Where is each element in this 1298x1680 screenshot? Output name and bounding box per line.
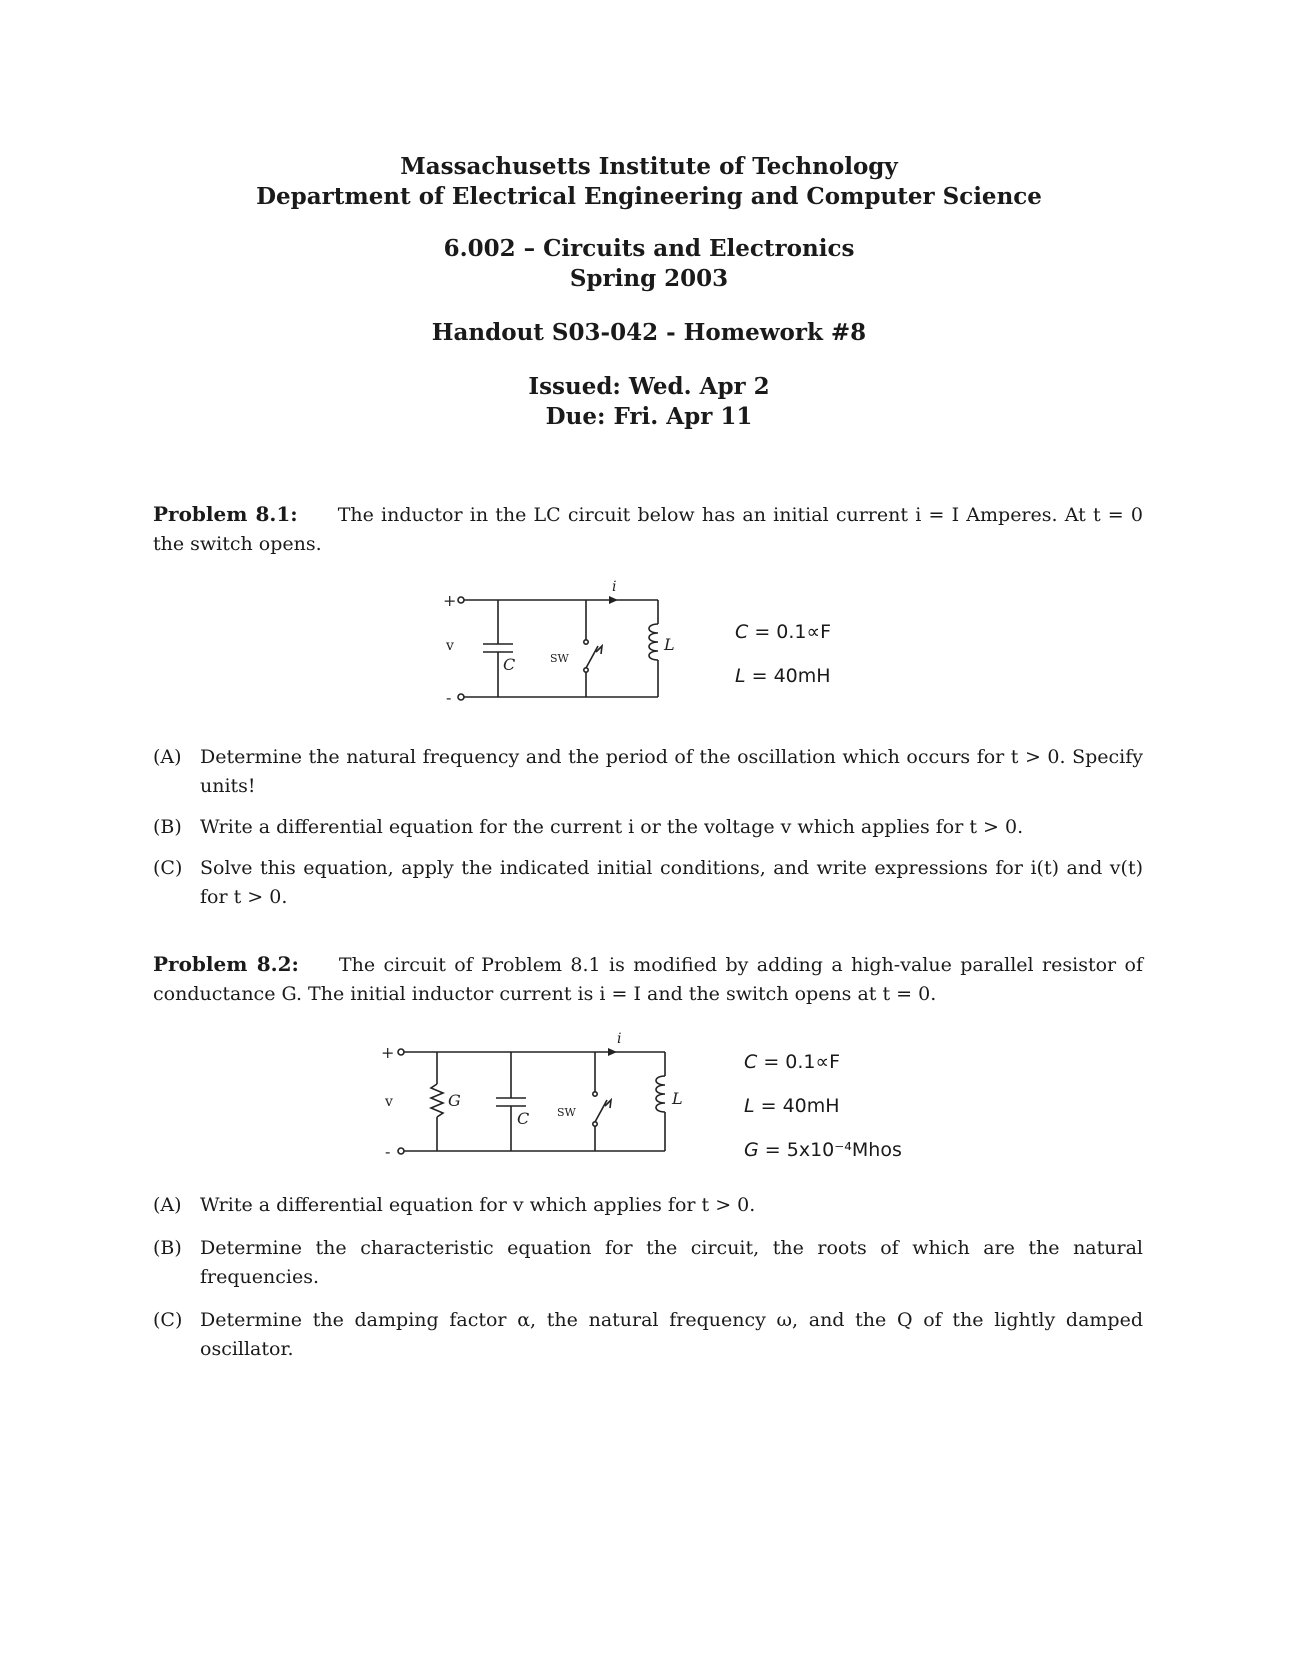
problem-1-part-c: (C) Solve this equation, apply the indicated initial conditions, and write expressions for i(t) and v(t) for t > 0.	[153, 857, 1143, 908]
bottom-terminal	[458, 694, 464, 700]
rlc-circuit-svg	[377, 1030, 697, 1164]
problem-2-part-c: (C) Determine the damping factor α, the natural frequency ω, and the Q of the lightly damped oscillator.	[153, 1309, 1143, 1360]
switch-label: SW	[550, 652, 569, 665]
problem-1-part-a: (A) Determine the natural frequency and the period of the oscillation which occurs for t > 0. Specify units!	[153, 746, 1143, 797]
current-label: i	[617, 1031, 622, 1047]
switch-contact-top	[593, 1092, 597, 1096]
switch-contact-bottom	[593, 1122, 597, 1126]
value-capacitance: C = 0.1∝F	[744, 1051, 840, 1073]
problem-1-statement	[153, 500, 1143, 559]
conductance-label: G	[448, 1091, 461, 1110]
bottom-terminal	[398, 1148, 404, 1154]
capacitor-label: C	[517, 1109, 530, 1128]
rlc-circuit-diagram	[377, 1030, 697, 1168]
problem-1-intro: The inductor in the LC circuit below has an initial current i = I Amperes. At t = 0 the switch opens.	[153, 504, 1143, 555]
handout-title: Handout S03-042 - Homework #8	[431, 319, 867, 346]
inductor-coil	[656, 1076, 665, 1112]
top-terminal	[398, 1049, 404, 1055]
problem-1-title: Problem 8.1:	[153, 502, 298, 526]
switch-contact-top	[584, 640, 588, 644]
capacitor-label: C	[503, 655, 516, 674]
switch-label: SW	[557, 1106, 576, 1119]
voltage-label: v	[446, 638, 454, 654]
problem-2-component-values	[744, 1040, 902, 1172]
top-terminal	[458, 597, 464, 603]
value-conductance: G = 5x10⁻⁴Mhos	[744, 1139, 902, 1161]
switch-blade	[595, 1100, 607, 1122]
inductor-coil	[649, 624, 658, 660]
problem-1-parts	[153, 743, 1143, 912]
inductor-label: L	[664, 635, 675, 654]
department-name: Department of Electrical Engineering and Computer Science	[256, 183, 1042, 210]
header-institution-block	[0, 152, 1298, 212]
due-date: Due: Fri. Apr 11	[545, 403, 753, 430]
current-label: i	[612, 580, 617, 595]
value-inductance: L = 40mH	[735, 665, 831, 687]
header-course-block	[0, 234, 1298, 294]
problem-2-parts	[153, 1191, 1143, 1364]
lc-circuit-diagram	[440, 580, 680, 716]
value-capacitance: C = 0.1∝F	[735, 621, 831, 643]
minus-label: -	[446, 688, 452, 707]
resistor-zigzag	[431, 1084, 443, 1117]
value-inductance: L = 40mH	[744, 1095, 840, 1117]
switch-blade	[586, 646, 598, 668]
current-arrow	[608, 1048, 617, 1056]
lc-circuit-svg	[440, 580, 680, 712]
institution-name: Massachusetts Institute of Technology	[400, 153, 898, 180]
minus-label: -	[385, 1142, 391, 1161]
current-arrow	[609, 596, 618, 604]
switch-contact-bottom	[584, 668, 588, 672]
problem-1-component-values	[735, 610, 831, 698]
problem-2-intro: The circuit of Problem 8.1 is modified by adding a high-value parallel resistor of conductance G. The initial inductor current is i = I and the switch opens at t = 0.	[153, 954, 1143, 1005]
problem-2-statement	[153, 950, 1143, 1009]
problem-1-part-b: (B) Write a differential equation for the current i or the voltage v which applies for t > 0.	[153, 816, 1024, 838]
inductor-label: L	[672, 1089, 683, 1108]
voltage-label: v	[385, 1094, 393, 1110]
plus-label: +	[381, 1043, 395, 1062]
issued-date: Issued: Wed. Apr 2	[528, 373, 770, 400]
course-term: Spring 2003	[569, 265, 729, 292]
problem-2-title: Problem 8.2:	[153, 952, 299, 976]
plus-label: +	[443, 591, 457, 610]
problem-2-part-b: (B) Determine the characteristic equation for the circuit, the roots of which are the natural frequencies.	[153, 1237, 1143, 1288]
course-title: 6.002 – Circuits and Electronics	[443, 235, 855, 262]
header-dates-block	[0, 372, 1298, 432]
problem-2-part-a: (A) Write a differential equation for v which applies for t > 0.	[153, 1194, 756, 1216]
